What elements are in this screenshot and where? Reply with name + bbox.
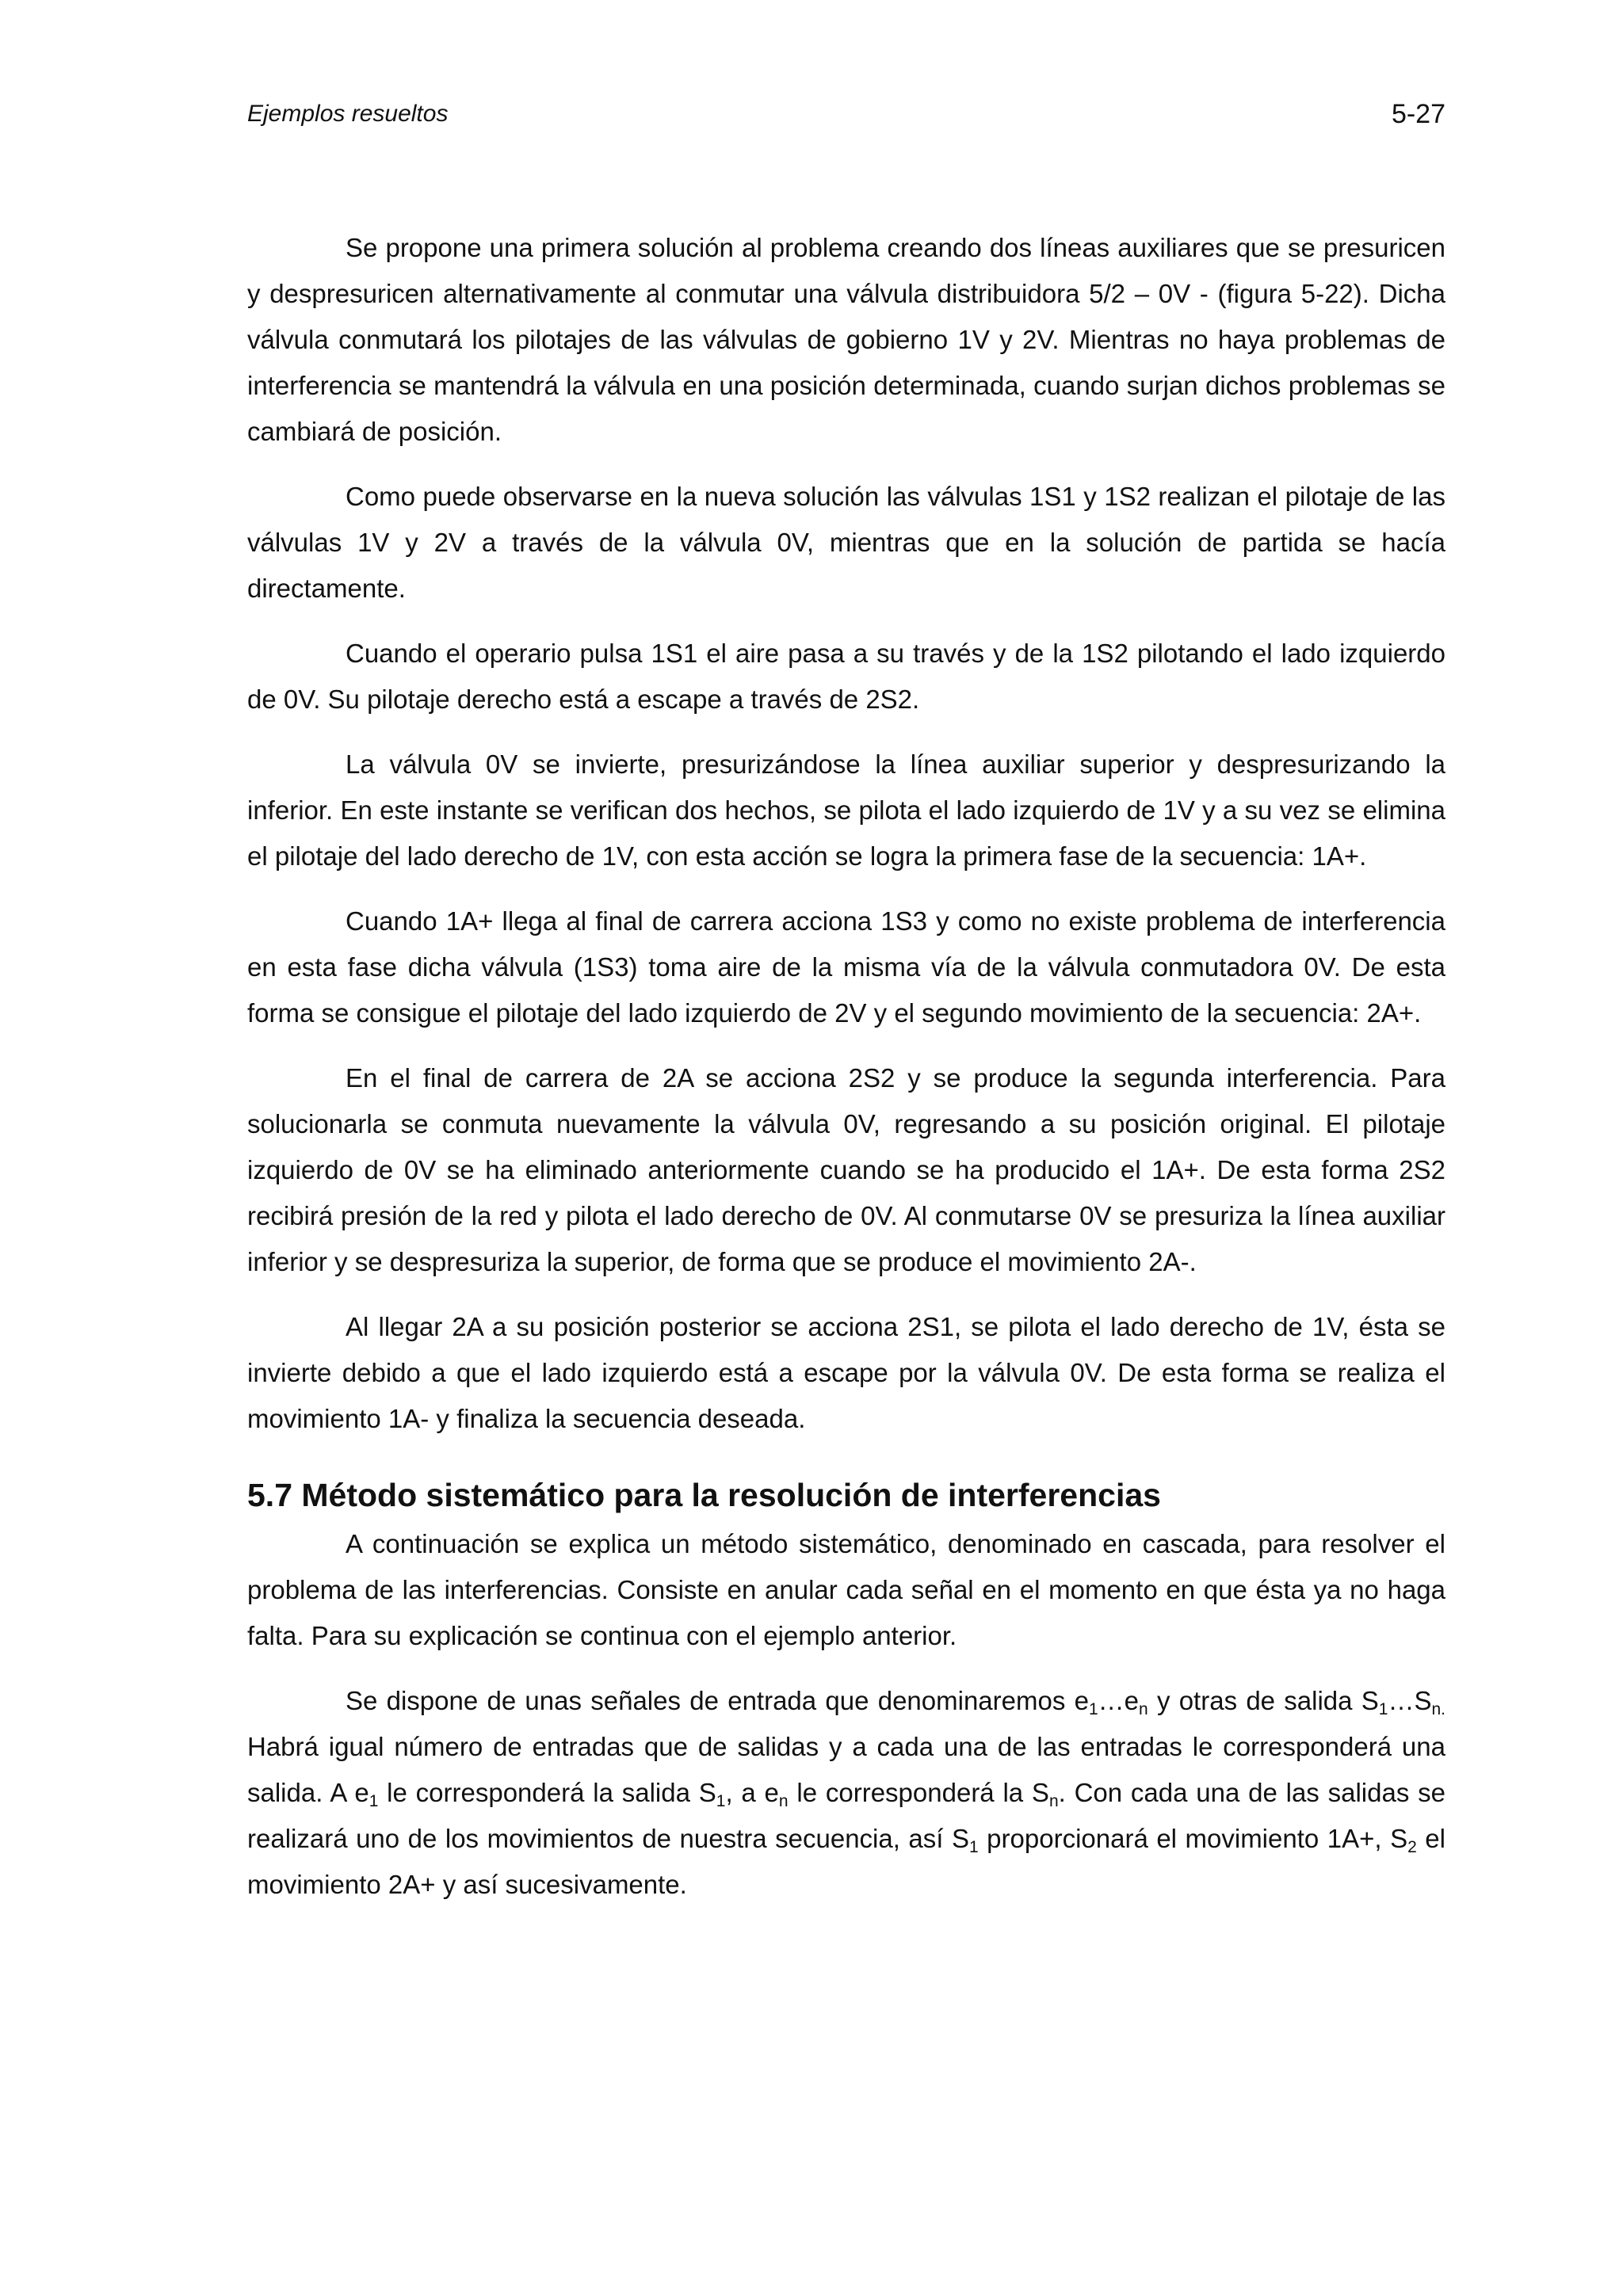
- paragraph: Se propone una primera solución al problema creando dos líneas auxiliares que se presuricen y despresuricen alternativamente al conmutar una válvula distribuidora 5/2 – 0V - (figura 5-22). Dicha válvula conmutará los pilotajes de las válvulas de gobierno 1V y 2V. Mientras no haya problemas de interferencia se mantendrá la válvula en una posición determinada, cuando surjan dichos problemas se cambiará de posición.: [247, 233, 1445, 446]
- page-header: [247, 97, 1445, 132]
- subscript: 1: [968, 1838, 979, 1856]
- paragraph: Al llegar 2A a su posición posterior se acciona 2S1, se pilota el lado derecho de 1V, ésta se invierte debido a que el lado izquierdo está a escape por la válvula 0V. De esta forma se realiza el movimiento 1A- y finaliza la secuencia deseada.: [247, 1312, 1445, 1433]
- text-run: , a e: [725, 1778, 779, 1807]
- running-header: Ejemplos resueltos: [247, 101, 449, 127]
- page-number: 5-27: [1391, 99, 1445, 129]
- text-run: Habrá igual número de entradas que de salidas y a cada una de las entradas le corresponderá una salida. A e: [247, 1732, 1445, 1807]
- text-run: Se dispone de unas señales de entrada que denominaremos e: [346, 1686, 1089, 1715]
- paragraph: Cuando el operario pulsa 1S1 el aire pasa a su través y de la 1S2 pilotando el lado izquierdo de 0V. Su pilotaje derecho está a escape a través de 2S2.: [247, 639, 1445, 714]
- text-run: …S: [1388, 1686, 1432, 1715]
- subscript: n.: [1431, 1700, 1445, 1718]
- paragraph: Cuando 1A+ llega al final de carrera acciona 1S3 y como no existe problema de interferencia en esta fase dicha válvula (1S3) toma aire de la misma vía de la válvula conmutadora 0V. De esta forma se consigue el pilotaje del lado izquierdo de 2V y el segundo movimiento de la secuencia: 2A+.: [247, 906, 1445, 1028]
- subscript: n: [1048, 1792, 1059, 1810]
- subscript: 2: [1407, 1838, 1417, 1856]
- text-run: el movimiento 2A+ y así sucesivamente.: [247, 1824, 1445, 1899]
- subscript: 1: [1378, 1700, 1388, 1718]
- text-run: . Con cada una de las salidas se realizará uno de los movimientos de nuestra secuencia, así S: [247, 1778, 1445, 1853]
- subscript: 1: [716, 1792, 726, 1810]
- subscript: 1: [369, 1792, 379, 1810]
- section-heading: 5.7 Método sistemático para la resolución de interferencias: [247, 1477, 1161, 1513]
- text-run: le corresponderá la S: [788, 1778, 1049, 1807]
- text-run: …e: [1098, 1686, 1139, 1715]
- paragraph-with-subscripts: [247, 1678, 1445, 1908]
- subscript: n: [778, 1792, 789, 1810]
- text-run: proporcionará el movimiento 1A+, S: [978, 1824, 1408, 1853]
- subscript: 1: [1088, 1700, 1098, 1718]
- paragraph: A continuación se explica un método sistemático, denominado en cascada, para resolver el problema de las interferencias. Consiste en anular cada señal en el momento en que ésta ya no haga falta. Para su explicación se continua con el ejemplo anterior.: [247, 1529, 1445, 1650]
- paragraph: En el final de carrera de 2A se acciona 2S2 y se produce la segunda interferencia. Para solucionarla se conmuta nuevamente la válvula 0V, regresando a su posición original. El pilotaje izquierdo de 0V se ha eliminado anteriormente cuando se ha producido el 1A+. De esta forma 2S2 recibirá presión de la red y pilota el lado derecho de 0V. Al conmutarse 0V se presuriza la línea auxiliar inferior y se despresuriza la superior, de forma que se produce el movimiento 2A-.: [247, 1063, 1445, 1276]
- paragraph: Como puede observarse en la nueva solución las válvulas 1S1 y 1S2 realizan el pilotaje de las válvulas 1V y 2V a través de la válvula 0V, mientras que en la solución de partida se hacía directamente.: [247, 482, 1445, 603]
- subscript: n: [1139, 1700, 1148, 1718]
- text-run: le corresponderá la salida S: [378, 1778, 716, 1807]
- paragraph: La válvula 0V se invierte, presurizándose la línea auxiliar superior y despresurizando la inferior. En este instante se verifican dos hechos, se pilota el lado izquierdo de 1V y a su vez se elimina el pilotaje del lado derecho de 1V, con esta acción se logra la primera fase de la secuencia: 1A+.: [247, 749, 1445, 871]
- text-run: y otras de salida S: [1148, 1686, 1379, 1715]
- page-body: [247, 225, 1445, 1927]
